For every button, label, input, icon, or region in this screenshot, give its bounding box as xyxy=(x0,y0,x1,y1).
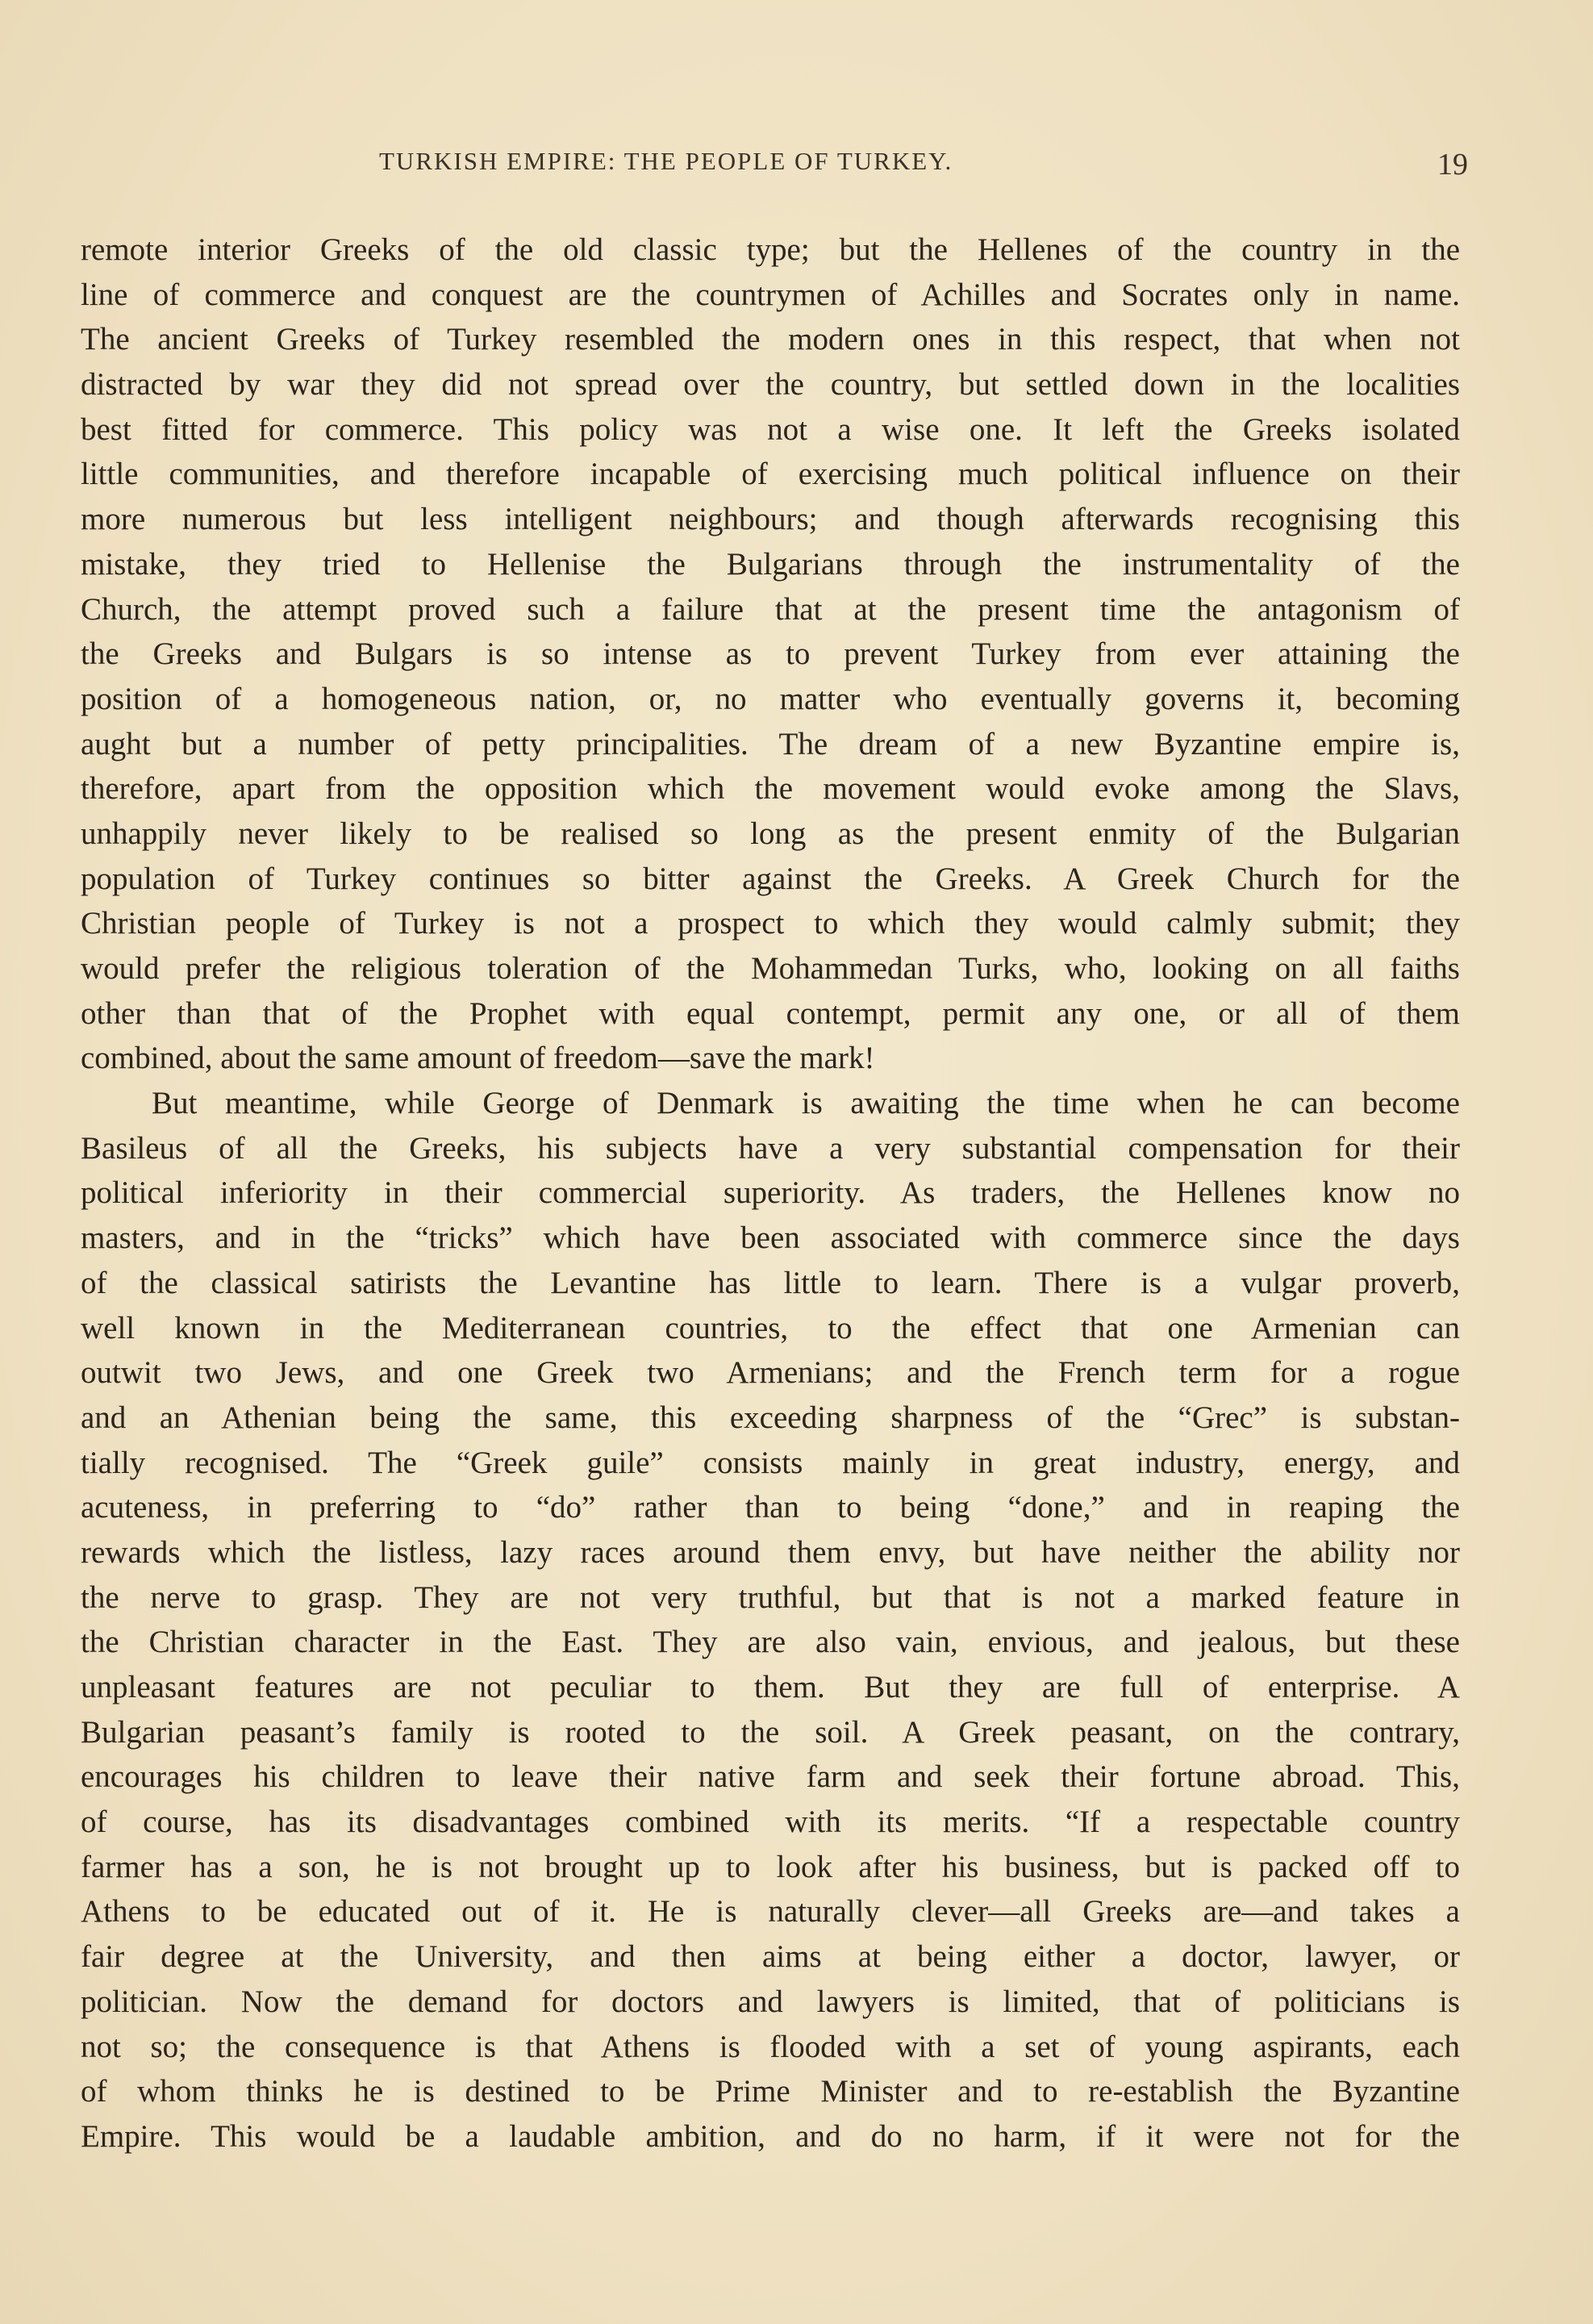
text-line: political inferiority in their commercial superiority. As traders, the Hellenes know no xyxy=(81,1175,1460,1211)
text-line: mistake, they tried to Hellenise the Bulgarians through the instrumentality of the xyxy=(81,546,1460,582)
text-line: distracted by war they did not spread over the country, but settled down in the localities xyxy=(81,367,1460,403)
text-line: unhappily never likely to be realised so long as the present enmity of the Bulgarian xyxy=(81,816,1460,851)
page-number: 19 xyxy=(1437,148,1468,181)
text-line: and an Athenian being the same, this exceeding sharpness of the “Grec” is substan- xyxy=(81,1400,1460,1435)
text-line: of the classical satirists the Levantine has little to learn. There is a vulgar proverb, xyxy=(81,1265,1460,1300)
text-line: Empire. This would be a laudable ambition, and do no harm, if it were not for the xyxy=(81,2118,1460,2154)
text-line: would prefer the religious toleration of the Mohammedan Turks, who, looking on all faiths xyxy=(81,951,1460,986)
text-line: line of commerce and conquest are the countrymen of Achilles and Socrates only in name. xyxy=(81,277,1460,312)
text-line: masters, and in the “tricks” which have been associated with commerce since the days xyxy=(81,1220,1460,1256)
text-line: tially recognised. The “Greek guile” consists mainly in great industry, energy, and xyxy=(81,1445,1460,1480)
text-line: aught but a number of petty principalities. The dream of a new Byzantine empire is, xyxy=(81,726,1460,761)
text-line: the nerve to grasp. They are not very truthful, but that is not a marked feature in xyxy=(81,1579,1460,1615)
text-line: not so; the consequence is that Athens is flooded with a set of young aspirants, each xyxy=(81,2029,1460,2064)
text-line: farmer has a son, he is not brought up to look after his business, but is packed off to xyxy=(81,1849,1460,1884)
text-line: best fitted for commerce. This policy was not a wise one. It left the Greeks isolated xyxy=(81,411,1460,447)
text-line: therefore, apart from the opposition which the movement would evoke among the Slavs, xyxy=(81,771,1460,807)
text-line: Basileus of all the Greeks, his subjects have a very substantial compensation for their xyxy=(81,1130,1460,1166)
running-head: TURKISH EMPIRE: THE PEOPLE OF TURKEY. xyxy=(379,147,953,175)
text-line: combined, about the same amount of freedom—save the mark! xyxy=(81,1041,875,1076)
body-text xyxy=(81,227,1460,2159)
text-line: of whom thinks he is destined to be Prime Minister and to re-establish the Byzantine xyxy=(81,2074,1460,2109)
text-line: other than that of the Prophet with equal contempt, permit any one, or all of them xyxy=(81,995,1460,1031)
text-line: Athens to be educated out of it. He is naturally clever—all Greeks are—and takes a xyxy=(81,1894,1460,1930)
text-line: population of Turkey continues so bitter against the Greeks. A Greek Church for the xyxy=(81,861,1460,896)
text-line: The ancient Greeks of Turkey resembled the modern ones in this respect, that when not xyxy=(81,322,1460,357)
text-line: the Christian character in the East. They are also vain, envious, and jealous, but these xyxy=(81,1625,1460,1660)
text-line: Christian people of Turkey is not a prospect to which they would calmly submit; they xyxy=(81,906,1460,941)
text-line: encourages his children to leave their native farm and seek their fortune abroad. This, xyxy=(81,1759,1460,1795)
text-line: fair degree at the University, and then aims at being either a doctor, lawyer, or xyxy=(81,1939,1460,1975)
text-line: remote interior Greeks of the old classic type; but the Hellenes of the country in the xyxy=(81,232,1460,267)
text-line: of course, has its disadvantages combined with its merits. “If a respectable country xyxy=(81,1805,1460,1840)
text-line: But meantime, while George of Denmark is awaiting the time when he can become xyxy=(152,1086,1460,1121)
text-line: more numerous but less intelligent neighbours; and though afterwards recognising this xyxy=(81,502,1460,537)
text-line: well known in the Mediterranean countries, to the effect that one Armenian can xyxy=(81,1310,1460,1346)
text-line: position of a homogeneous nation, or, no matter who eventually governs it, becoming xyxy=(81,681,1460,716)
text-line: outwit two Jews, and one Greek two Armenians; and the French term for a rogue xyxy=(81,1355,1460,1391)
text-line: Church, the attempt proved such a failure that at the present time the antagonism of xyxy=(81,591,1460,627)
text-line: politician. Now the demand for doctors and lawyers is limited, that of politicians is xyxy=(81,1984,1460,2019)
text-line: unpleasant features are not peculiar to them. But they are full of enterprise. A xyxy=(81,1670,1460,1704)
text-line: the Greeks and Bulgars is so intense as to prevent Turkey from ever attaining the xyxy=(81,636,1460,672)
text-line: Bulgarian peasant’s family is rooted to the soil. A Greek peasant, on the contrary, xyxy=(81,1714,1460,1750)
text-line: little communities, and therefore incapable of exercising much political influence on their xyxy=(81,457,1460,492)
text-line: acuteness, in preferring to “do” rather than to being “done,” and in reaping the xyxy=(81,1490,1460,1525)
text-line: rewards which the listless, lazy races around them envy, but have neither the ability nor xyxy=(81,1534,1460,1570)
